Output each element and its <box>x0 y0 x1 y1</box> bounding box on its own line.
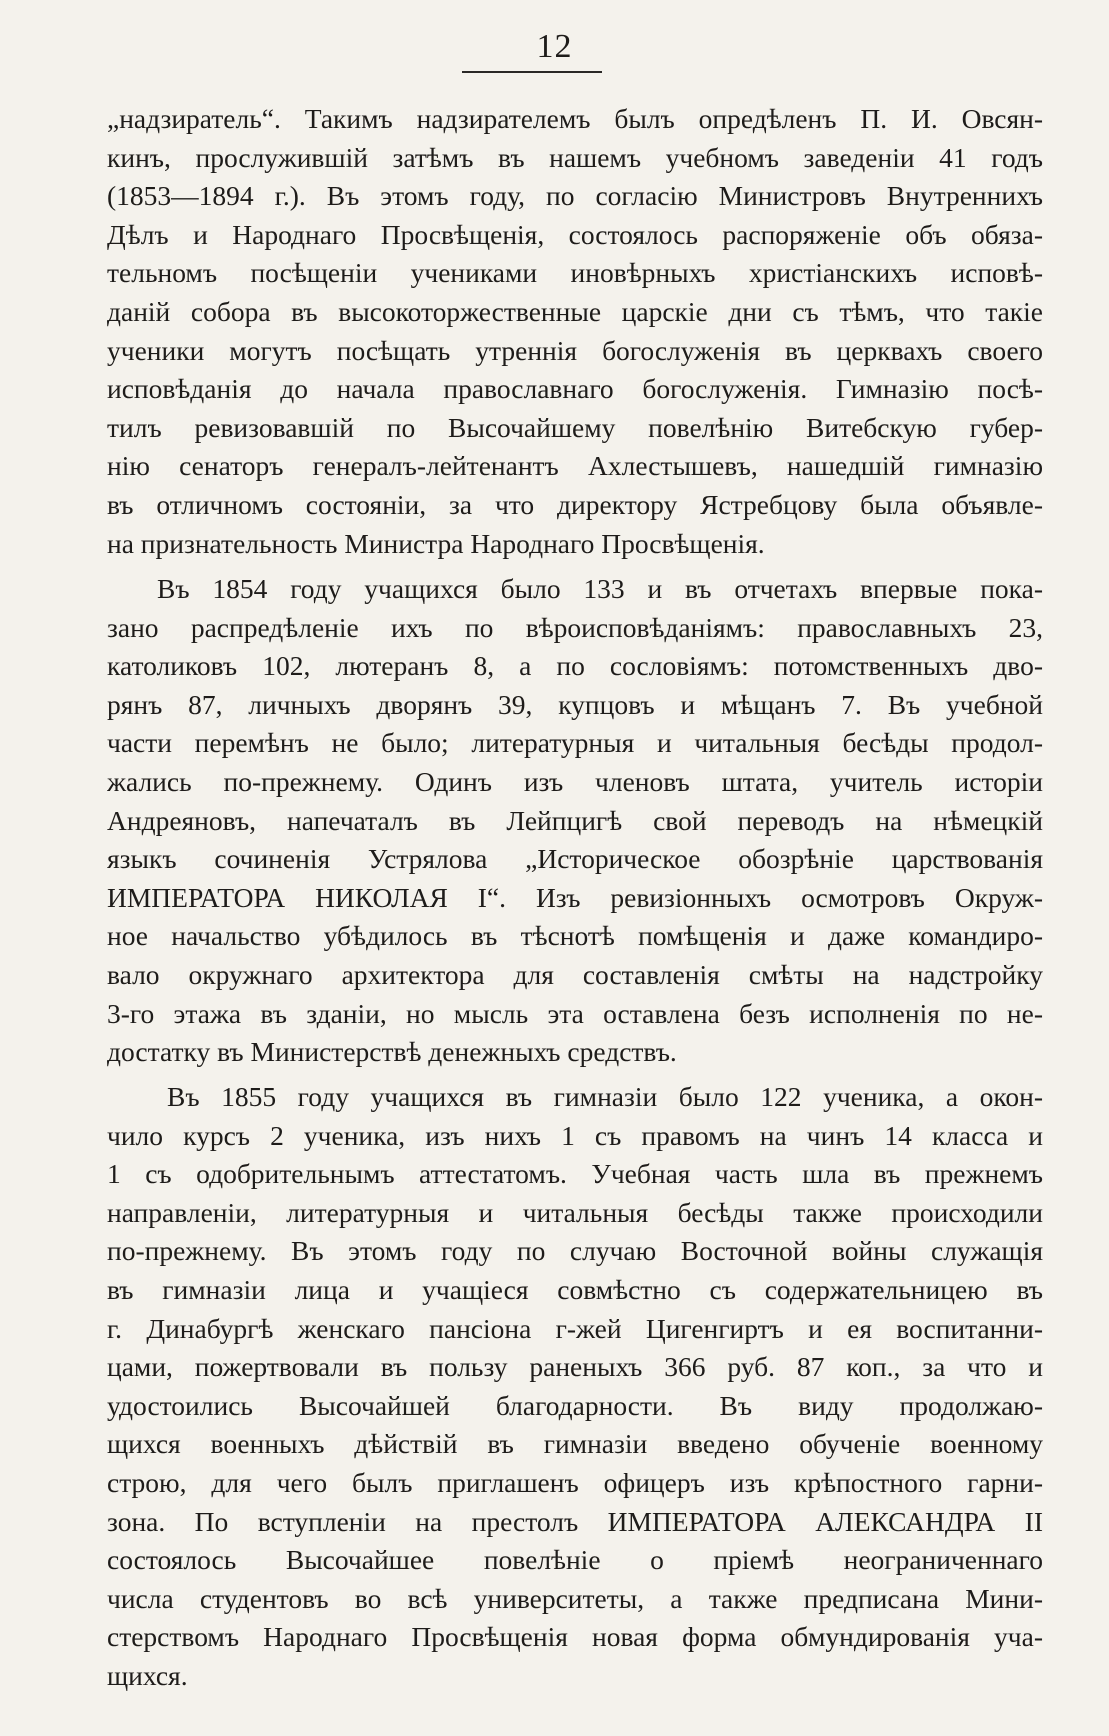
text-line: исповѣданія до начала православнаго богослуженія. Гимназію посѣ- <box>107 373 1043 405</box>
text-line: 3-го этажа въ зданіи, но мысль эта оставлена безъ исполненія по не- <box>107 997 1043 1029</box>
text-line: зона. По вступленіи на престолъ ИМПЕРАТОРА АЛЕКСАНДРА II <box>107 1505 1043 1537</box>
text-line: Андреяновъ, напечаталъ въ Лейпцигѣ свой переводъ на нѣмецкій <box>107 804 1043 836</box>
text-line: въ отличномъ состояніи, за что директору Ястребцову была объявле- <box>107 488 1043 520</box>
page-number: 12 <box>536 28 573 65</box>
text-line: цами, пожертвовали въ пользу раненыхъ 366 руб. 87 коп., за что и <box>107 1351 1043 1383</box>
text-line: удостоились Высочайшей благодарности. Въ виду продолжаю- <box>107 1389 1043 1421</box>
header-rule <box>462 71 602 73</box>
text-line: (1853—1894 г.). Въ этомъ году, по согласію Министровъ Внутреннихъ <box>107 180 1043 212</box>
text-line: стерствомъ Народнаго Просвѣщенія новая форма обмундированія уча- <box>107 1621 1043 1653</box>
text-line: Въ 1855 году учащихся въ гимназіи было 122 ученика, а окон- <box>167 1081 1043 1112</box>
text-line: тельномъ посѣщеніи учениками иновѣрныхъ христіанскихъ исповѣ- <box>107 257 1043 289</box>
text-line: „надзиратель“. Такимъ надзирателемъ былъ опредѣленъ П. И. Овсян- <box>107 103 1043 134</box>
text-line: жались по-прежнему. Одинъ изъ членовъ штата, учитель исторіи <box>107 765 1043 797</box>
text-line: щихся. <box>107 1659 188 1691</box>
text-line: г. Динабургѣ женскаго пансіона г-жей Цигенгиртъ и ея воспитанни- <box>107 1312 1043 1344</box>
paragraph-3 <box>107 1078 1043 1696</box>
text-line: 1 съ одобрительнымъ аттестатомъ. Учебная часть шла въ прежнемъ <box>107 1158 1043 1190</box>
text-line: нію сенаторъ генералъ-лейтенантъ Ахлестышевъ, нашедшій гимназію <box>107 450 1043 482</box>
text-line: чило курсъ 2 ученика, изъ нихъ 1 съ правомъ на чинъ 14 класса и <box>107 1119 1043 1151</box>
text-line: состоялось Высочайшее повелѣніе о пріемѣ неограниченнаго <box>107 1544 1043 1576</box>
text-line: рянъ 87, личныхъ дворянъ 39, купцовъ и мѣщанъ 7. Въ учебной <box>107 688 1043 720</box>
text-line: достатку въ Министерствѣ денежныхъ средствъ. <box>107 1036 677 1068</box>
text-line: Дѣлъ и Народнаго Просвѣщенія, состоялось распоряженіе объ обяза- <box>107 218 1043 250</box>
text-line: строю, для чего былъ приглашенъ офицеръ изъ крѣпостного гарни- <box>107 1466 1043 1498</box>
text-line: зано распредѣленіе ихъ по вѣроисповѣданіямъ: православныхъ 23, <box>107 611 1043 643</box>
text-line: на признательность Министра Народнаго Просвѣщенія. <box>107 527 765 559</box>
text-line: вало окружнаго архитектора для составленія смѣты на надстройку <box>107 958 1043 990</box>
text-line: по-прежнему. Въ этомъ году по случаю Восточной войны служащія <box>107 1235 1043 1267</box>
text-line: тилъ ревизовавшій по Высочайшему повелѣнію Витебскую губер- <box>107 411 1043 443</box>
text-line: католиковъ 102, лютеранъ 8, а по сословіямъ: потомственныхъ дво- <box>107 650 1043 682</box>
text-line: ИМПЕРАТОРА НИКОЛАЯ I“. Изъ ревизіонныхъ осмотровъ Окруж- <box>107 881 1043 913</box>
text-line: въ гимназіи лица и учащіеся совмѣстно съ содержательницею въ <box>107 1273 1043 1305</box>
text-line: ное начальство убѣдилось въ тѣснотѣ помѣщенія и даже командиро- <box>107 920 1043 952</box>
paragraph-2 <box>107 570 1043 1072</box>
text-line: Въ 1854 году учащихся было 133 и въ отчетахъ впервые пока- <box>157 573 1043 604</box>
text-line: ученики могутъ посѣщать утреннія богослуженія въ церквахъ своего <box>107 334 1043 366</box>
text-line: даній собора въ высокоторжественные царскіе дни съ тѣмъ, что такіе <box>107 295 1043 327</box>
text-line: кинъ, прослужившій затѣмъ въ нашемъ учебномъ заведеніи 41 годъ <box>107 141 1043 173</box>
text-line: направленіи, литературныя и читальныя бесѣды также происходили <box>107 1196 1043 1228</box>
text-line: части перемѣнъ не было; литературныя и читальныя бесѣды продол- <box>107 727 1043 759</box>
text-line: языкъ сочиненія Устрялова „Историческое обозрѣніе царствованія <box>107 843 1043 875</box>
text-line: щихся военныхъ дѣйствій въ гимназіи введено обученіе военному <box>107 1428 1043 1460</box>
text-line: числа студентовъ во всѣ университеты, а также предписана Мини- <box>107 1582 1043 1614</box>
paragraph-1 <box>107 100 1043 563</box>
